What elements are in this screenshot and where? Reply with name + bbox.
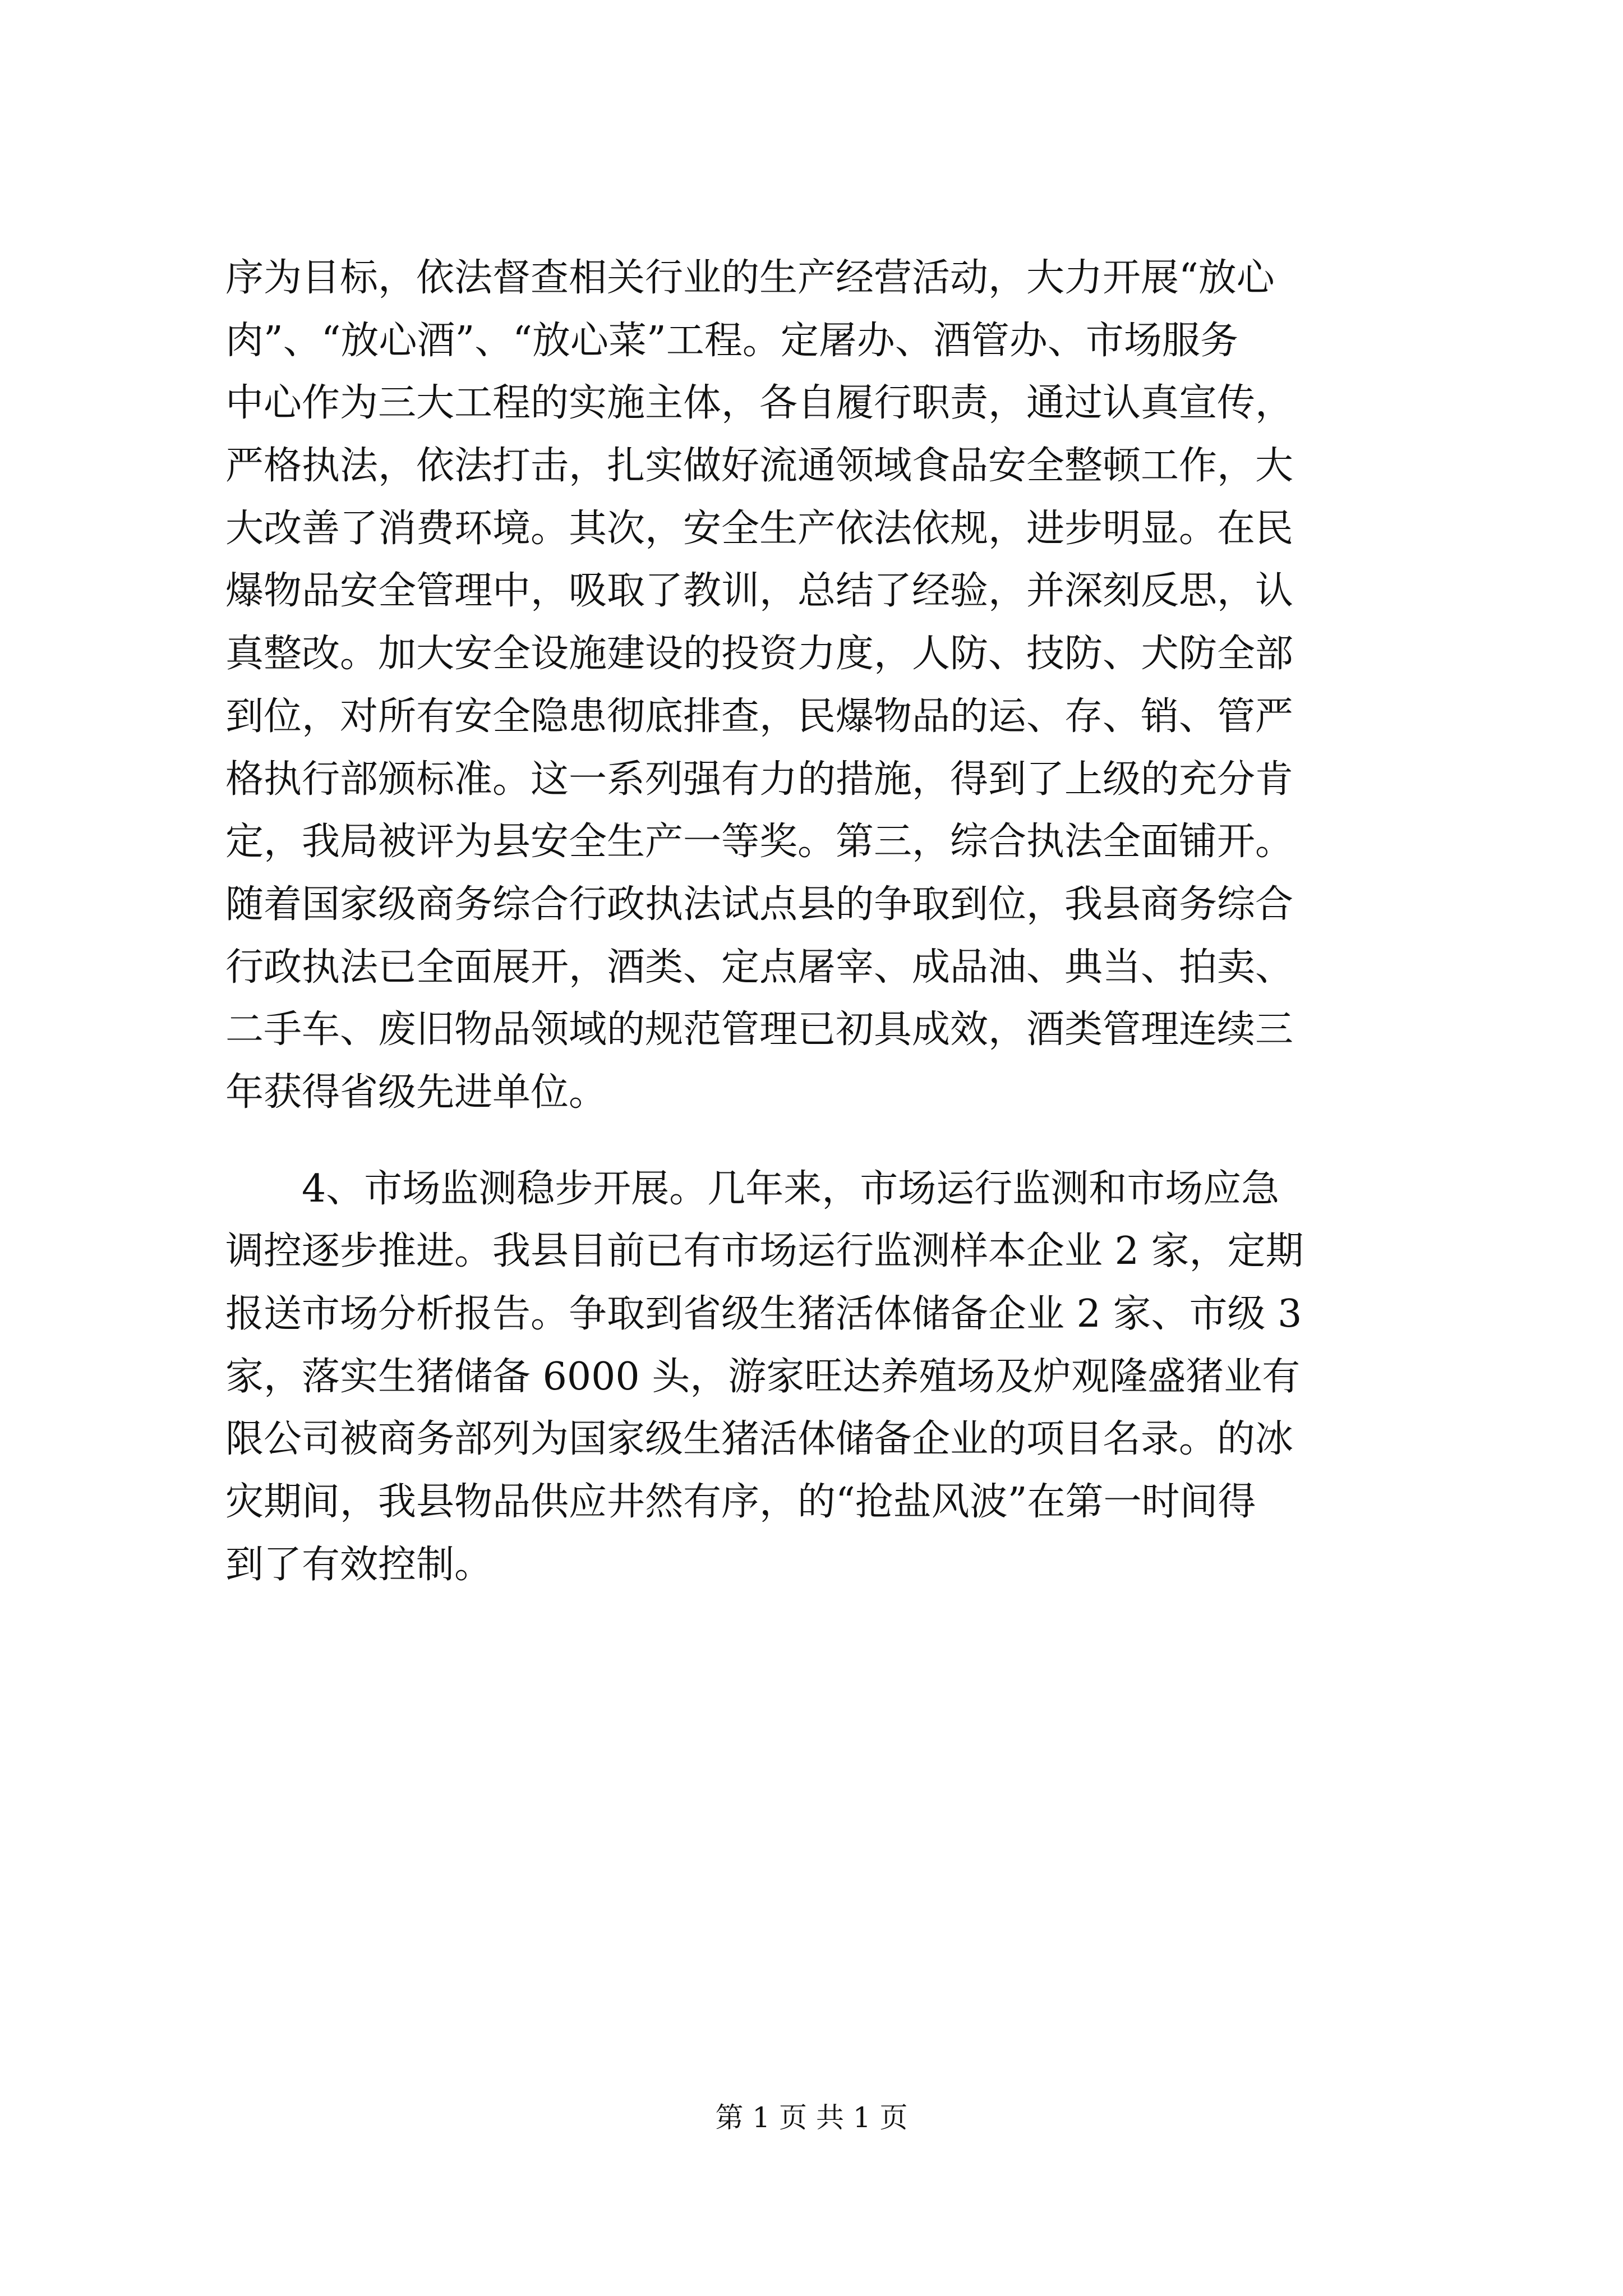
paragraph-1	[225, 247, 1459, 1124]
page-footer: 第 1 页 共 1 页	[715, 2101, 908, 2134]
text-line: 大改善了消费环境。其次，安全生产依法依规，进步明显。在民	[225, 506, 1294, 551]
text-line: 真整改。加大安全设施建设的投资力度，人防、技防、犬防全部	[225, 632, 1294, 677]
text-line: 到位，对所有安全隐患彻底排查，民爆物品的运、存、销、管严	[225, 694, 1294, 739]
text-line: 严格执法，依法打击，扎实做好流通领域食品安全整顿工作，大	[225, 444, 1294, 489]
text-line: 序为目标，依法督查相关行业的生产经营活动，大力开展“放心	[225, 256, 1275, 300]
text-line: 年获得省级先进单位。	[225, 1070, 607, 1115]
text-line: 行政执法已全面展开，酒类、定点屠宰、成品油、典当、拍卖、	[225, 945, 1294, 990]
text-line: 格执行部颁标准。这一系列强有力的措施，得到了上级的充分肯	[225, 757, 1294, 802]
text-line: 中心作为三大工程的实施主体，各自履行职责，通过认真宣传，	[225, 381, 1294, 426]
text-line: 灾期间，我县物品供应井然有序，的“抢盐风波”在第一时间得	[225, 1480, 1256, 1525]
text-line: 4、市场监测稳步开展。几年来，市场运行监测和市场应急	[302, 1166, 1280, 1211]
document-body	[225, 247, 1459, 1596]
text-line: 爆物品安全管理中，吸取了教训，总结了经验，并深刻反思，认	[225, 569, 1294, 614]
text-line: 肉”、“放心酒”、“放心菜”工程。定屠办、酒管办、市场服务	[225, 318, 1238, 363]
text-line: 到了有效控制。	[225, 1542, 493, 1587]
text-line: 家，落实生猪储备 6000 头，游家旺达养殖场及炉观隆盛猪业有	[225, 1354, 1301, 1399]
text-line: 限公司被商务部列为国家级生猪活体储备企业的项目名录。的冰	[225, 1417, 1294, 1462]
text-line: 二手车、废旧物品领域的规范管理已初具成效，酒类管理连续三	[225, 1007, 1294, 1052]
paragraph-2	[225, 1158, 1459, 1596]
text-line: 定，我局被评为县安全生产一等奖。第三，综合执法全面铺开。	[225, 820, 1294, 864]
text-line: 调控逐步推进。我县目前已有市场运行监测样本企业 2 家，定期	[225, 1229, 1304, 1274]
text-line: 报送市场分析报告。争取到省级生猪活体储备企业 2 家、市级 3	[225, 1292, 1302, 1336]
text-line: 随着国家级商务综合行政执法试点县的争取到位，我县商务综合	[225, 882, 1294, 927]
